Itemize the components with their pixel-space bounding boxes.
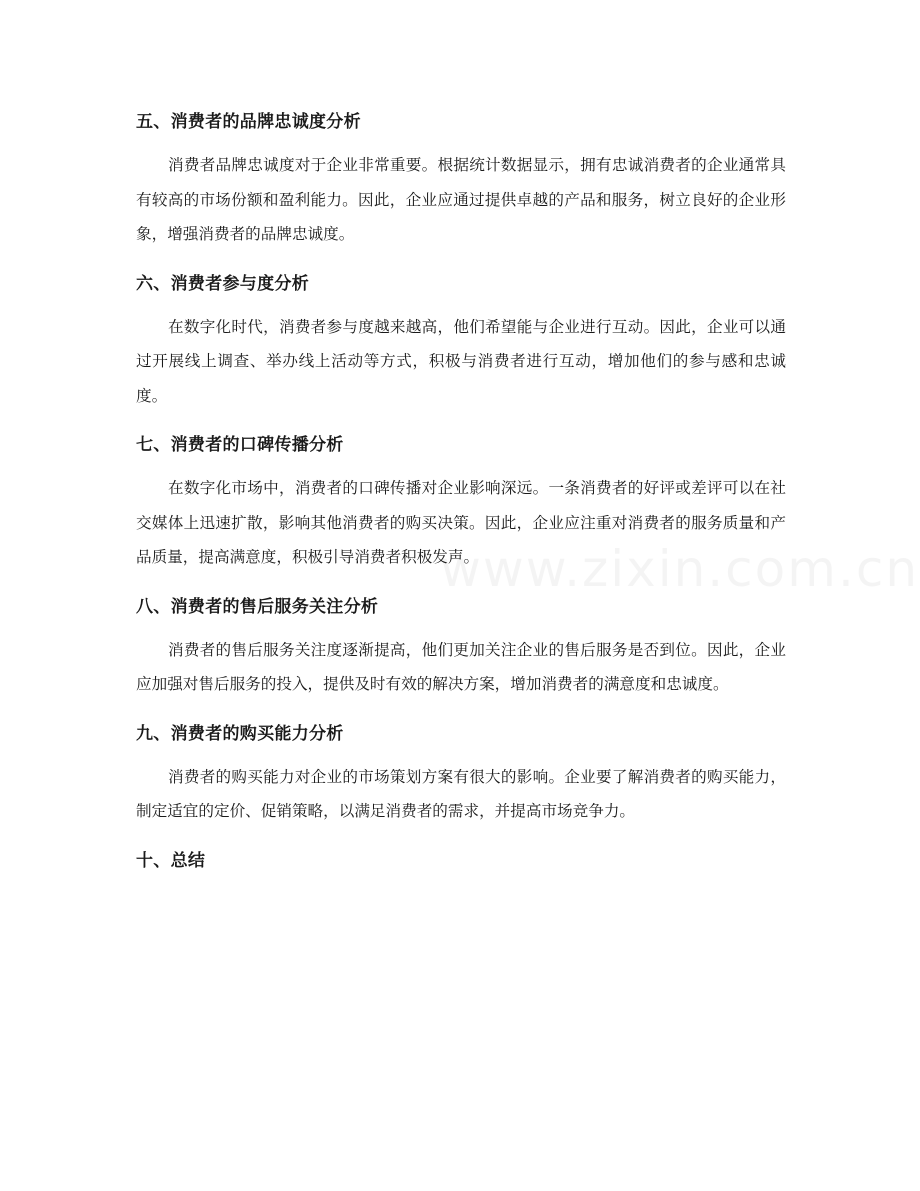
section-heading-9: 九、消费者的购买能力分析 <box>136 723 344 744</box>
document-content <box>136 104 786 887</box>
section-body-5: 消费者品牌忠诚度对于企业非常重要。根据统计数据显示，拥有忠诚消费者的企业通常具有较高的市场份额和盈利能力。因此，企业应通过提供卓越的产品和服务，树立良好的企业形象，增强消费者的品牌忠诚度。 <box>136 156 786 243</box>
section-heading-6: 六、消费者参与度分析 <box>136 273 309 294</box>
section-body-7: 在数字化市场中，消费者的口碑传播对企业影响深远。一条消费者的好评或差评可以在社交媒体上迅速扩散，影响其他消费者的购买决策。因此，企业应注重对消费者的服务质量和产品质量，提高满意度，积极引导消费者积极发声。 <box>136 479 786 566</box>
section-body-9: 消费者的购买能力对企业的市场策划方案有很大的影响。企业要了解消费者的购买能力，制定适宜的定价、促销策略，以满足消费者的需求，并提高市场竞争力。 <box>136 767 786 820</box>
section-heading-10: 十、总结 <box>136 850 206 871</box>
section-body-8: 消费者的售后服务关注度逐渐提高，他们更加关注企业的售后服务是否到位。因此，企业应加强对售后服务的投入，提供及时有效的解决方案，增加消费者的满意度和忠诚度。 <box>136 640 786 693</box>
section-heading-5: 五、消费者的品牌忠诚度分析 <box>136 112 361 132</box>
section-heading-8: 八、消费者的售后服务关注分析 <box>136 596 379 617</box>
section-heading-7: 七、消费者的口碑传播分析 <box>136 435 344 455</box>
section-body-6: 在数字化时代，消费者参与度越来越高，他们希望能与企业进行互动。因此，企业可以通过开展线上调查、举办线上活动等方式，积极与消费者进行互动，增加他们的参与感和忠诚度。 <box>136 317 786 405</box>
